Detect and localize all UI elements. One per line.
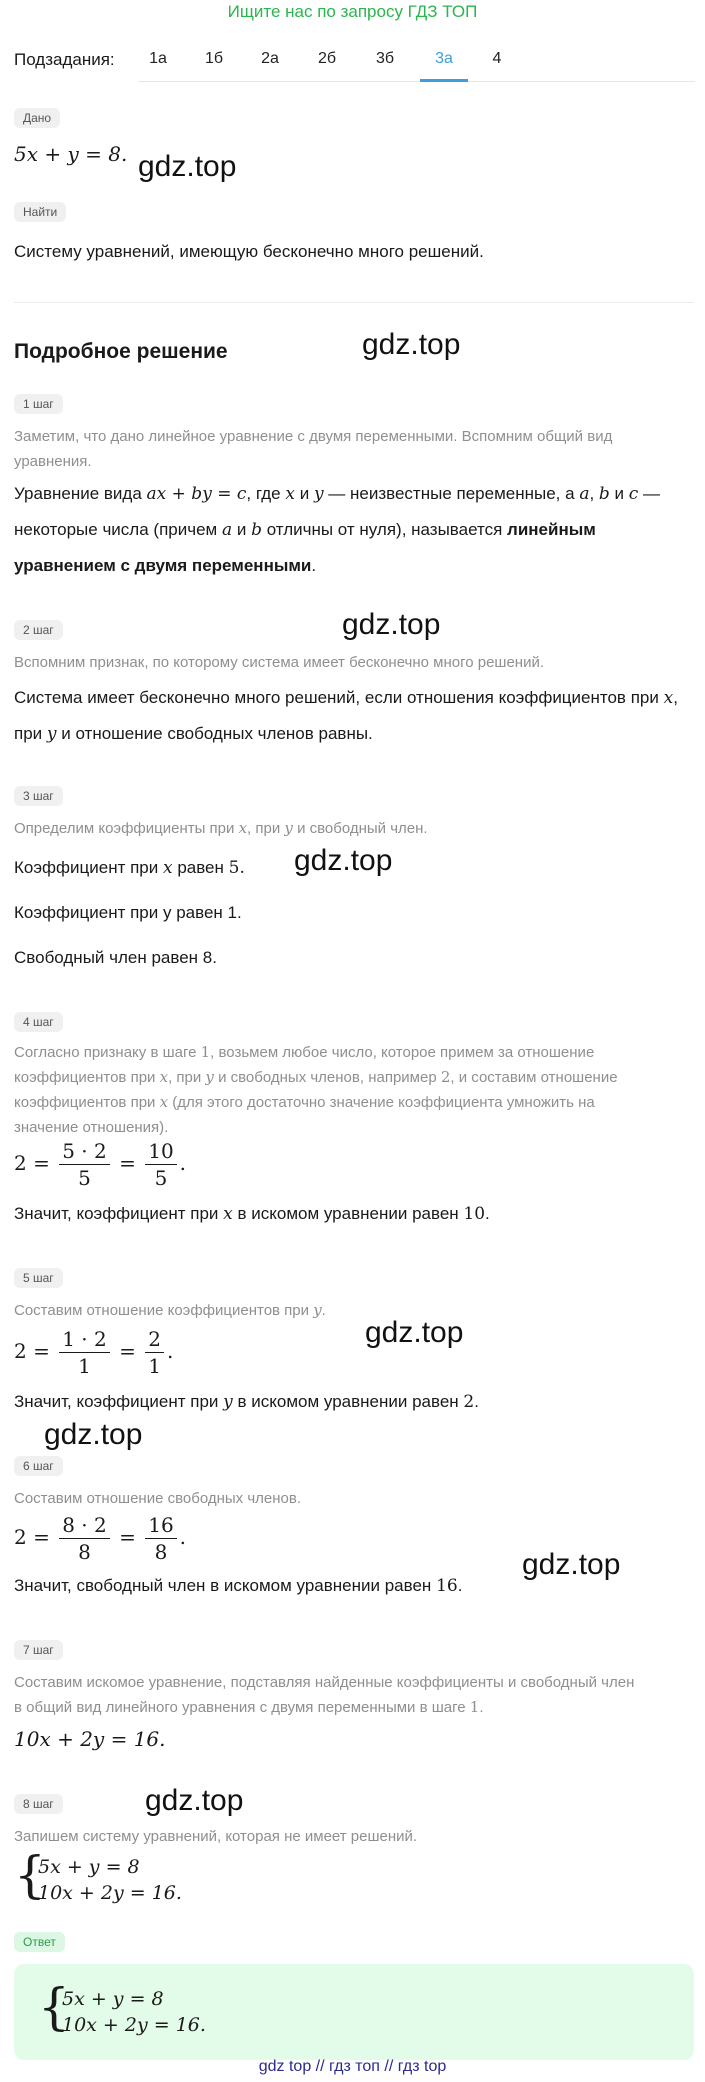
given-equation: 5x + y = 8. — [14, 142, 128, 166]
math-fragment: y — [205, 1068, 214, 1086]
fraction-numerator: 8 · 2 — [59, 1512, 110, 1539]
tab-1a[interactable]: 1а — [149, 50, 167, 67]
math-fragment: 16 — [436, 1576, 458, 1596]
text-fragment: Значит, коэффициент при — [14, 1392, 219, 1411]
text-fragment: . — [457, 1576, 463, 1595]
watermark: gdz.top — [362, 328, 461, 361]
section-divider — [14, 302, 694, 303]
hint-line: Составим искомое уравнение, подставляя найденные коэффициенты и свободный член — [14, 1674, 635, 1691]
math-fragment: x — [159, 1093, 169, 1111]
subtask-tabs-label: Подзадания: — [14, 50, 115, 69]
step-4-badge: 4 шаг — [14, 1012, 63, 1032]
text-fragment: , при — [168, 1069, 202, 1086]
hint-line — [14, 1695, 694, 1720]
math-fragment: . — [179, 1151, 187, 1175]
math-fragment: y — [284, 819, 293, 837]
math-fragment: y — [223, 1392, 233, 1412]
text-fragment: Система имеет бесконечно много решений, если отношения коэффициентов при — [14, 688, 659, 707]
fraction-denominator: 8 — [78, 1540, 91, 1564]
footer-separator: // — [384, 2058, 394, 2075]
math-fragment: y — [313, 484, 324, 504]
text-fragment: , при — [14, 688, 678, 743]
text-fragment: . — [474, 1392, 479, 1411]
step-1-text — [14, 476, 694, 584]
system-row-2: 10x + 2y = 16. — [62, 2014, 206, 2036]
math-fragment: 5. — [228, 858, 245, 878]
math-fragment: x — [223, 1204, 233, 1224]
text-fragment: . — [321, 1302, 326, 1319]
answer-system — [38, 1978, 338, 2046]
step-5-badge: 5 шаг — [14, 1268, 63, 1288]
system-brace: { — [38, 1978, 70, 2036]
step-4-hint — [14, 1040, 694, 1140]
active-tab-indicator — [420, 79, 468, 82]
text-fragment: — неизвестные переменные, а — [328, 484, 575, 503]
text-fragment: и — [614, 484, 625, 503]
solution-title: Подробное решение — [14, 340, 228, 363]
tab-3a[interactable]: 3а — [435, 50, 453, 67]
find-badge: Найти — [14, 202, 66, 222]
step-6-hint: Составим отношение свободных членов. — [14, 1490, 302, 1507]
math-fragment: = — [119, 1525, 136, 1549]
hint-line: значение отношения). — [14, 1119, 169, 1136]
watermark: gdz.top — [145, 1784, 244, 1817]
step-3-badge: 3 шаг — [14, 786, 63, 806]
step-7-badge: 7 шаг — [14, 1640, 63, 1660]
text-fragment: Определим коэффициенты при — [14, 820, 235, 837]
fraction-denominator: 8 — [154, 1540, 168, 1564]
math-fragment: a — [579, 484, 590, 504]
watermark: gdz.top — [342, 608, 441, 641]
footer-links — [0, 2058, 705, 2076]
text-fragment: и свободных членов, например — [218, 1069, 437, 1086]
watermark: gdz.top — [294, 844, 393, 877]
answer-badge: Ответ — [14, 1932, 65, 1952]
text-fragment: , где — [246, 484, 281, 503]
fraction-denominator: 5 — [78, 1166, 91, 1190]
hint-line — [14, 1065, 694, 1090]
text-fragment: , и составим отношение — [450, 1069, 618, 1086]
fraction-numerator: 16 — [145, 1512, 176, 1539]
fraction-numerator: 10 — [145, 1138, 176, 1165]
system-row-2: 10x + 2y = 16. — [38, 1882, 182, 1904]
math-fragment: = — [119, 1151, 136, 1175]
fraction-numerator: 2 — [145, 1326, 164, 1353]
math-fragment: . — [166, 1339, 174, 1363]
text-fragment: и — [236, 520, 247, 539]
text-fragment: Уравнение вида — [14, 484, 142, 503]
text-fragment: , возьмем любое число, которое примем за отношение — [210, 1044, 595, 1061]
text-fragment: и отношение свободных членов равны. — [61, 724, 373, 743]
math-fragment: 2 = — [14, 1525, 50, 1549]
watermark: gdz.top — [522, 1548, 621, 1581]
math-fragment: y — [46, 724, 57, 744]
text-fragment: и — [299, 484, 310, 503]
text-fragment: в искомом уравнении равен — [237, 1392, 459, 1411]
top-banner[interactable]: Ищите нас по запросу ГДЗ ТОП — [227, 2, 478, 21]
step-1-badge: 1 шаг — [14, 394, 63, 414]
step-8-hint: Запишем систему уравнений, которая не имеет решений. — [14, 1828, 418, 1845]
step-2-hint: Вспомним признак, по которому система имеет бесконечно много решений. — [14, 654, 545, 671]
step-1-hint: Заметим, что дано линейное уравнение с двумя переменными. Вспомним общий вид уравнения. — [14, 428, 613, 470]
text-fragment: Согласно признаку в шаге — [14, 1044, 197, 1061]
fraction-denominator: 1 — [148, 1354, 161, 1378]
math-fragment: b — [598, 484, 610, 504]
text-fragment: коэффициентов при — [14, 1069, 156, 1086]
text-fragment: . — [485, 1204, 490, 1223]
hint-line — [14, 1090, 694, 1115]
text-fragment: , при — [247, 820, 281, 837]
fraction-denominator: 1 — [78, 1354, 91, 1378]
step-8-system — [14, 1846, 314, 1914]
step-5-result — [14, 1384, 694, 1420]
math-fragment: x — [162, 858, 173, 878]
math-fragment: x — [159, 1068, 169, 1086]
step-4-formula — [14, 1138, 186, 1191]
math-fragment: x — [238, 819, 248, 837]
step-2-text — [14, 680, 694, 752]
find-text: Систему уравнений, имеющую бесконечно много решений. — [14, 242, 484, 261]
tab-3b[interactable]: 3б — [375, 50, 395, 67]
math-fragment: x — [285, 484, 295, 504]
math-fragment: = — [119, 1339, 136, 1363]
math-fragment: c — [628, 484, 639, 504]
given-badge: Дано — [14, 108, 60, 128]
step-6-formula — [14, 1512, 186, 1565]
fraction-numerator: 1 · 2 — [59, 1326, 110, 1353]
fraction — [59, 1512, 110, 1565]
text-fragment: Коэффициент при — [14, 858, 159, 877]
text-fragment: отличны от нуля), называется — [266, 520, 503, 539]
system-row-1: 5x + y = 8 — [62, 1988, 164, 2010]
step-4-result — [14, 1196, 694, 1232]
math-fragment: 2 — [463, 1392, 475, 1412]
text-fragment: . — [311, 556, 317, 575]
tabs-divider — [138, 81, 695, 82]
math-fragment: 2 — [440, 1068, 451, 1086]
step-6-badge: 6 шаг — [14, 1456, 63, 1476]
bold-term: линейным уравнением с двумя переменными — [14, 520, 596, 575]
fraction — [145, 1326, 164, 1379]
math-fragment: 10 — [463, 1204, 486, 1224]
step-3-line-3: Свободный член равен 8. — [14, 948, 217, 967]
step-5-formula — [14, 1326, 173, 1379]
fraction-numerator: 5 · 2 — [59, 1138, 110, 1165]
step-7-hint — [14, 1670, 694, 1720]
fraction — [59, 1138, 110, 1191]
text-fragment: в общий вид линейного уравнения с двумя переменными в шаге — [14, 1699, 466, 1716]
math-fragment: 1 — [469, 1698, 480, 1716]
system-brace: { — [14, 1846, 46, 1904]
text-fragment: Значит, свободный член в искомом уравнении равен — [14, 1576, 432, 1595]
hint-line — [14, 1040, 694, 1065]
watermark: gdz.top — [138, 150, 237, 183]
tab-2a[interactable]: 2а — [261, 50, 279, 67]
step-7-equation: 10x + 2y = 16. — [14, 1727, 166, 1751]
subtask-tabs — [0, 40, 705, 82]
text-fragment: — некоторые числа (причем — [14, 484, 661, 539]
math-fragment: b — [251, 520, 262, 540]
step-3-hint — [14, 816, 694, 841]
fraction — [145, 1512, 176, 1565]
fraction — [145, 1138, 176, 1191]
step-2-badge: 2 шаг — [14, 620, 63, 640]
tab-1b[interactable]: 1б — [204, 50, 224, 67]
footer-separator: // — [315, 2058, 325, 2075]
math-fragment: x — [663, 688, 674, 708]
math-fragment: ax + by = c — [146, 484, 247, 504]
text-fragment: , — [589, 484, 595, 503]
footer-link[interactable]: gdz top — [258, 2058, 312, 2075]
text-fragment: коэффициентов при — [14, 1094, 156, 1111]
watermark: gdz.top — [44, 1418, 143, 1451]
math-fragment: y — [313, 1301, 322, 1319]
watermark: gdz.top — [365, 1316, 464, 1349]
text-fragment: Составим отношение коэффициентов при — [14, 1302, 310, 1319]
math-fragment: 1 — [200, 1043, 211, 1061]
math-fragment: a — [221, 520, 233, 540]
math-fragment: . — [179, 1525, 187, 1549]
math-fragment: 2 = — [14, 1151, 50, 1175]
footer-link[interactable]: гдз top — [397, 2058, 447, 2075]
tab-2b[interactable]: 2б — [317, 50, 337, 67]
footer-link[interactable]: гдз топ — [329, 2058, 380, 2075]
answer-box — [14, 1964, 694, 2060]
fraction-denominator: 5 — [154, 1166, 168, 1190]
step-8-badge: 8 шаг — [14, 1794, 63, 1814]
tab-4[interactable]: 4 — [492, 50, 502, 67]
text-fragment: равен — [177, 858, 224, 877]
fraction — [59, 1326, 110, 1379]
math-fragment: 2 = — [14, 1339, 50, 1363]
text-fragment: и свободный член. — [297, 820, 428, 837]
step-5-hint — [14, 1298, 694, 1323]
text-fragment: (для этого достаточно значение коэффициента умножить на — [172, 1094, 595, 1111]
text-fragment: Значит, коэффициент при — [14, 1204, 219, 1223]
text-fragment: в искомом уравнении равен — [237, 1204, 459, 1223]
system-row-1: 5x + y = 8 — [38, 1856, 140, 1878]
text-fragment: . — [479, 1699, 484, 1716]
step-3-line-2: Коэффициент при y равен 1. — [14, 903, 242, 922]
